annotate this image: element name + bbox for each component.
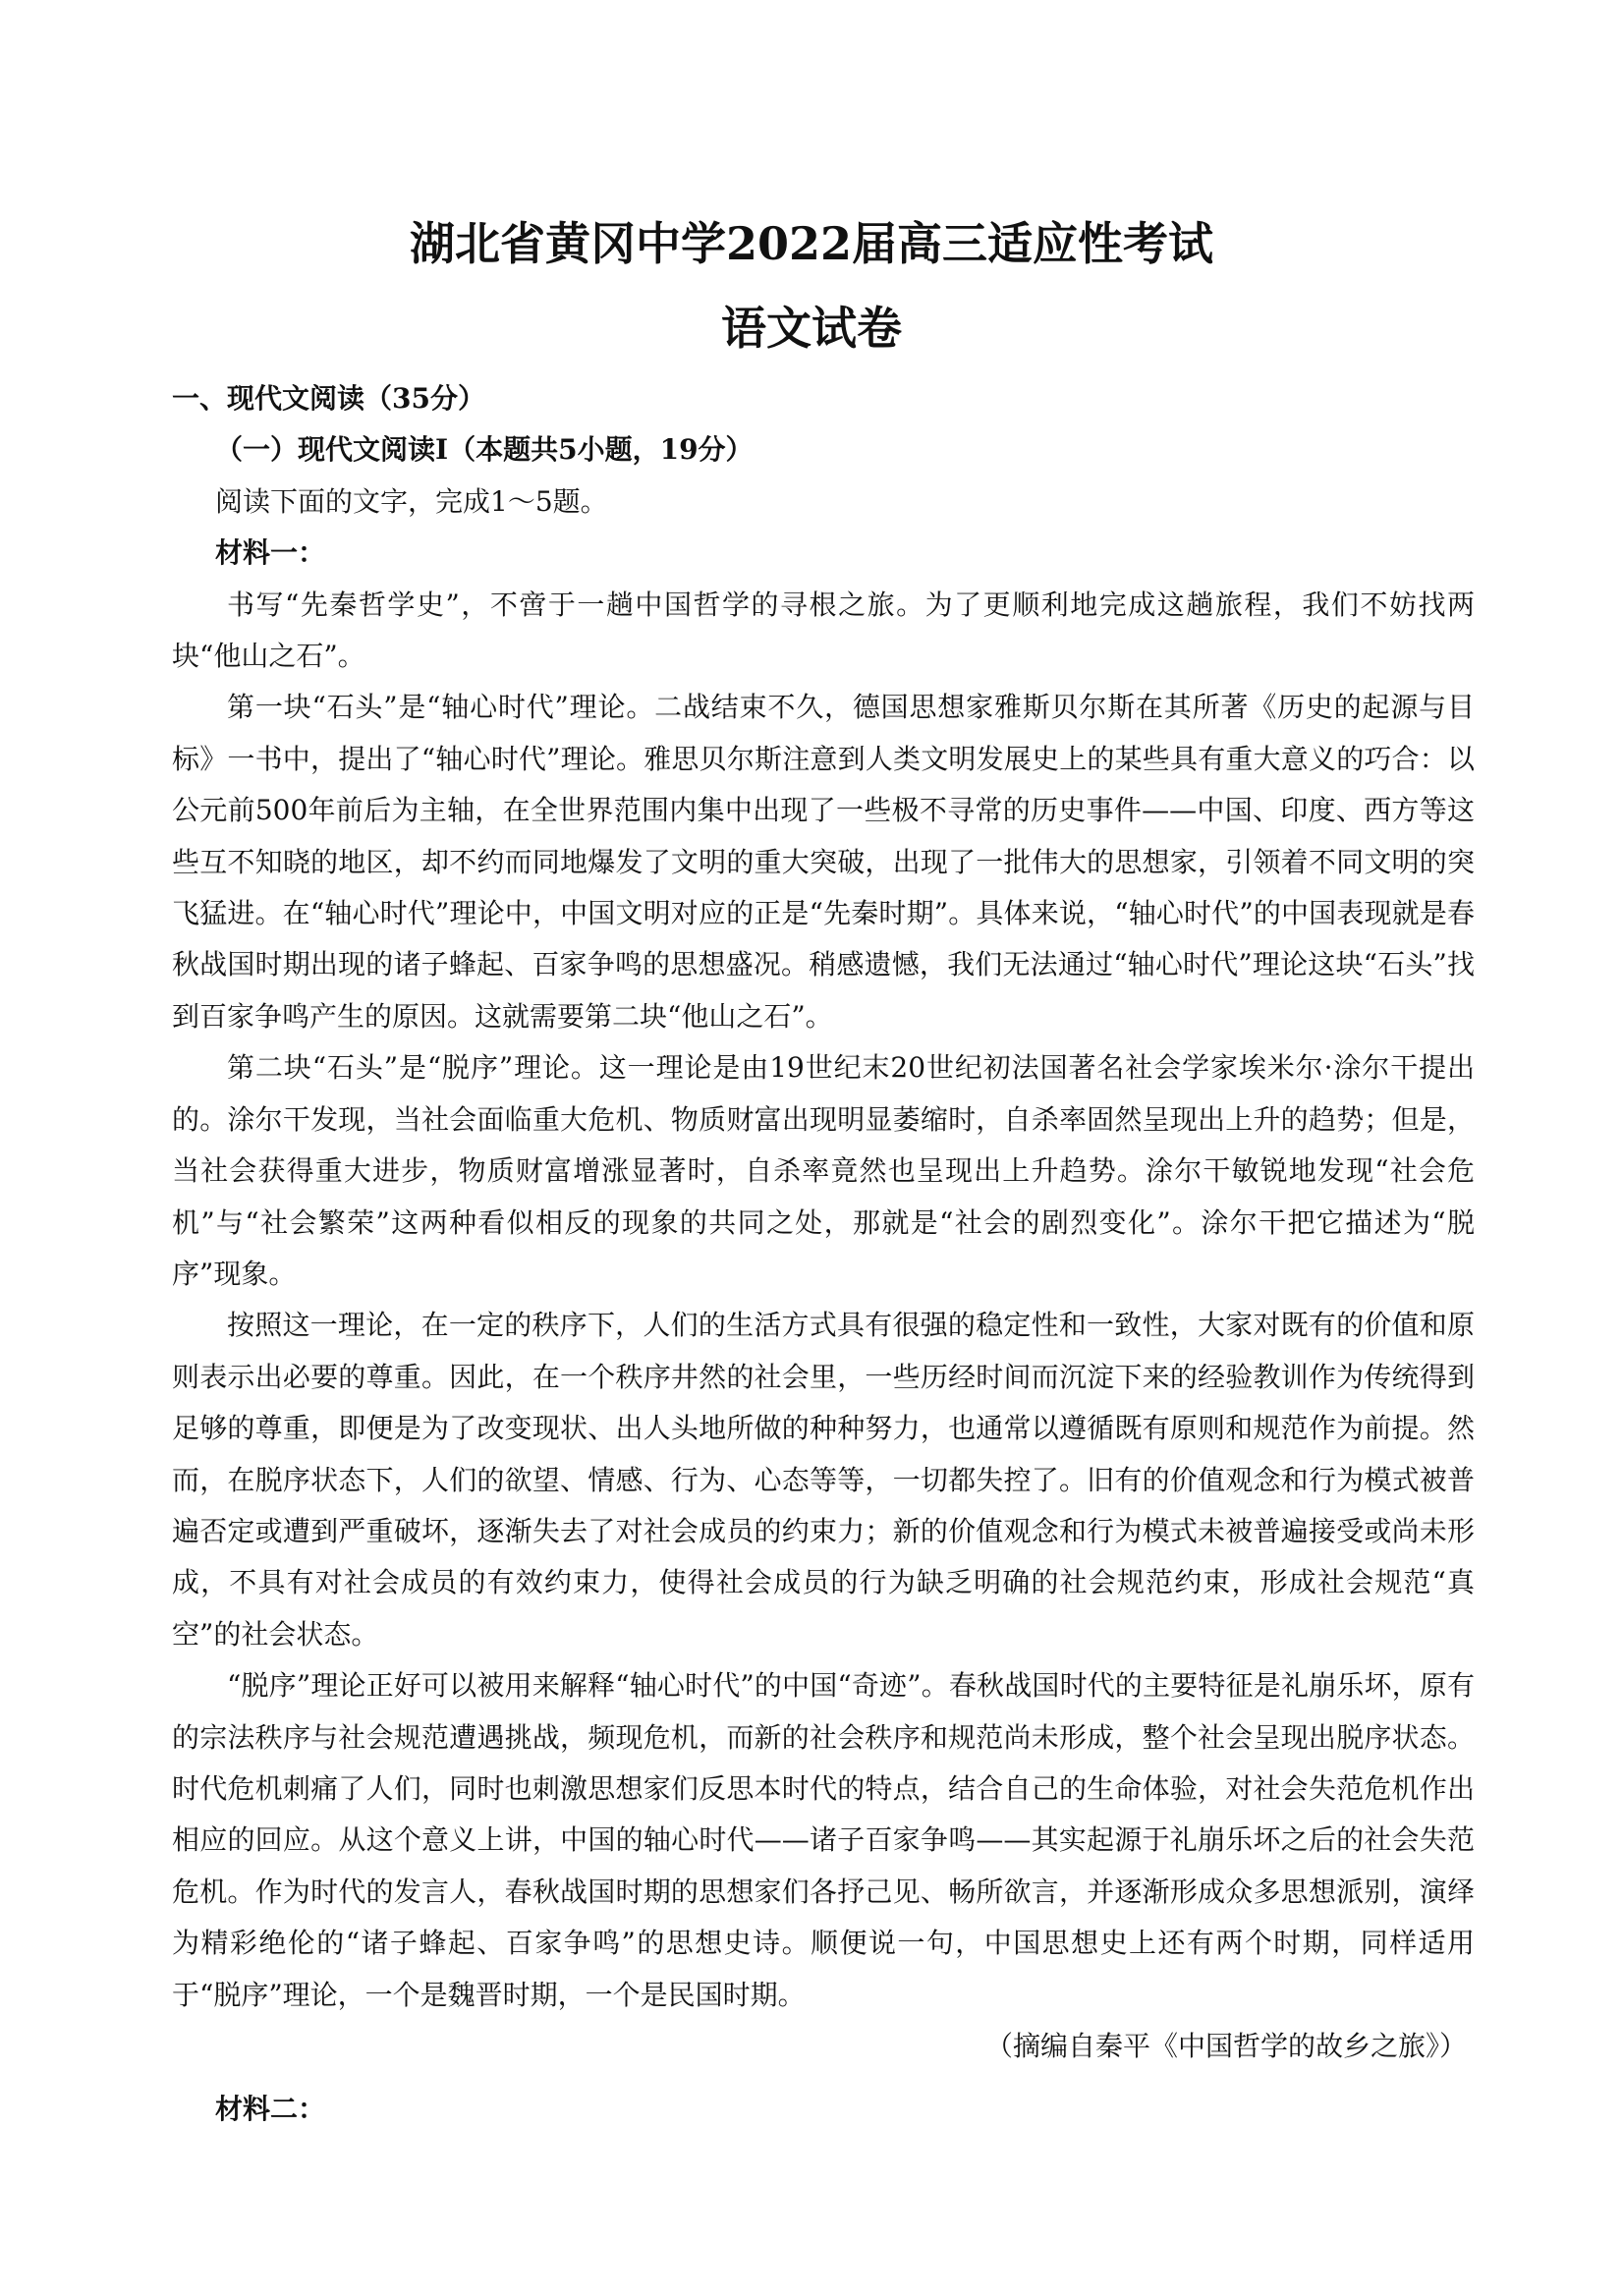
material-one-paragraph-5: “脱序”理论正好可以被用来解释“轴心时代”的中国“奇迹”。春秋战国时代的主要特征是礼崩乐坏，原有的宗法秩序与社会规范遭遇挑战，频现危机，而新的社会秩序和规范尚未形成，整个社会呈现出脱序状态。时代危机刺痛了人们，同时也刺激思想家们反思本时代的特点，结合自己的生命体验，对社会失范危机作出相应的回应。从这个意义上讲，中国的轴心时代——诸子百家争鸣——其实起源于礼崩乐坏之后的社会失范危机。作为时代的发言人，春秋战国时期的思想家们各抒己见、畅所欲言，并逐渐形成众多思想派别，演绎为精彩绝伦的“诸子蜂起、百家争鸣”的思想史诗。顺便说一句，中国思想史上还有两个时期，同样适用于“脱序”理论，一个是魏晋时期，一个是民国时期。 — [172, 1669, 1475, 2011]
material-one-paragraph-1: 书写“先秦哲学史”，不啻于一趟中国哲学的寻根之旅。为了更顺利地完成这趟旅程，我们不妨找两块“他山之石”。 — [172, 588, 1475, 673]
section-subheading: （一）现代文阅读Ⅰ（本题共5小题，19分） — [215, 433, 754, 467]
exam-content — [172, 373, 1475, 2136]
material-two-label: 材料二： — [215, 2093, 326, 2126]
reading-instruction: 阅读下面的文字，完成1～5题。 — [215, 484, 608, 518]
material-one-label: 材料一： — [215, 536, 326, 570]
section-heading: 一、现代文阅读（35分） — [172, 382, 485, 415]
material-one-paragraph-3: 第二块“石头”是“脱序”理论。这一理论是由19世纪末20世纪初法国著名社会学家埃米尔·涂尔干提出的。涂尔干发现，当社会面临重大危机、物质财富出现明显萎缩时，自杀率固然呈现出上升的趋势；但是，当社会获得重大进步，物质财富增涨显著时，自杀率竟然也呈现出上升趋势。涂尔干敏锐地发现“社会危机”与“社会繁荣”这两种看似相反的现象的共同之处，那就是“社会的剧烈变化”。涂尔干把它描述为“脱序”现象。 — [172, 1051, 1475, 1290]
exam-subtitle: 语文试卷 — [721, 302, 902, 355]
material-one-paragraph-4: 按照这一理论，在一定的秩序下，人们的生活方式具有很强的稳定性和一致性，大家对既有的价值和原则表示出必要的尊重。因此，在一个秩序井然的社会里，一些历经时间而沉淀下来的经验教训作为传统得到足够的尊重，即便是为了改变现状、出人头地所做的种种努力，也通常以遵循既有原则和规范作为前提。然而，在脱序状态下，人们的欲望、情感、行为、心态等等，一切都失控了。旧有的价值观念和行为模式被普遍否定或遭到严重破坏，逐渐失去了对社会成员的约束力；新的价值观念和行为模式未被普遍接受或尚未形成，不具有对社会成员的有效约束力，使得社会成员的行为缺乏明确的社会规范约束，形成社会规范“真空”的社会状态。 — [172, 1309, 1475, 1651]
material-one-source: （摘编自秦平《中国哲学的故乡之旅》） — [984, 2030, 1467, 2062]
exam-title: 湖北省黄冈中学2022届高三适应性考试 — [409, 217, 1214, 270]
material-one-paragraph-2: 第一块“石头”是“轴心时代”理论。二战结束不久，德国思想家雅斯贝尔斯在其所著《历史的起源与目标》一书中，提出了“轴心时代”理论。雅思贝尔斯注意到人类文明发展史上的某些具有重大意义的巧合：以公元前500年前后为主轴，在全世界范围内集中出现了一些极不寻常的历史事件——中国、印度、西方等这些互不知晓的地区，却不约而同地爆发了文明的重大突破，出现了一批伟大的思想家，引领着不同文明的突飞猛进。在“轴心时代”理论中，中国文明对应的正是“先秦时期”。具体来说，“轴心时代”的中国表现就是春秋战国时期出现的诸子蜂起、百家争鸣的思想盛况。稍感遗憾，我们无法通过“轴心时代”理论这块“石头”找到百家争鸣产生的原因。这就需要第二块“他山之石”。 — [172, 691, 1475, 1033]
